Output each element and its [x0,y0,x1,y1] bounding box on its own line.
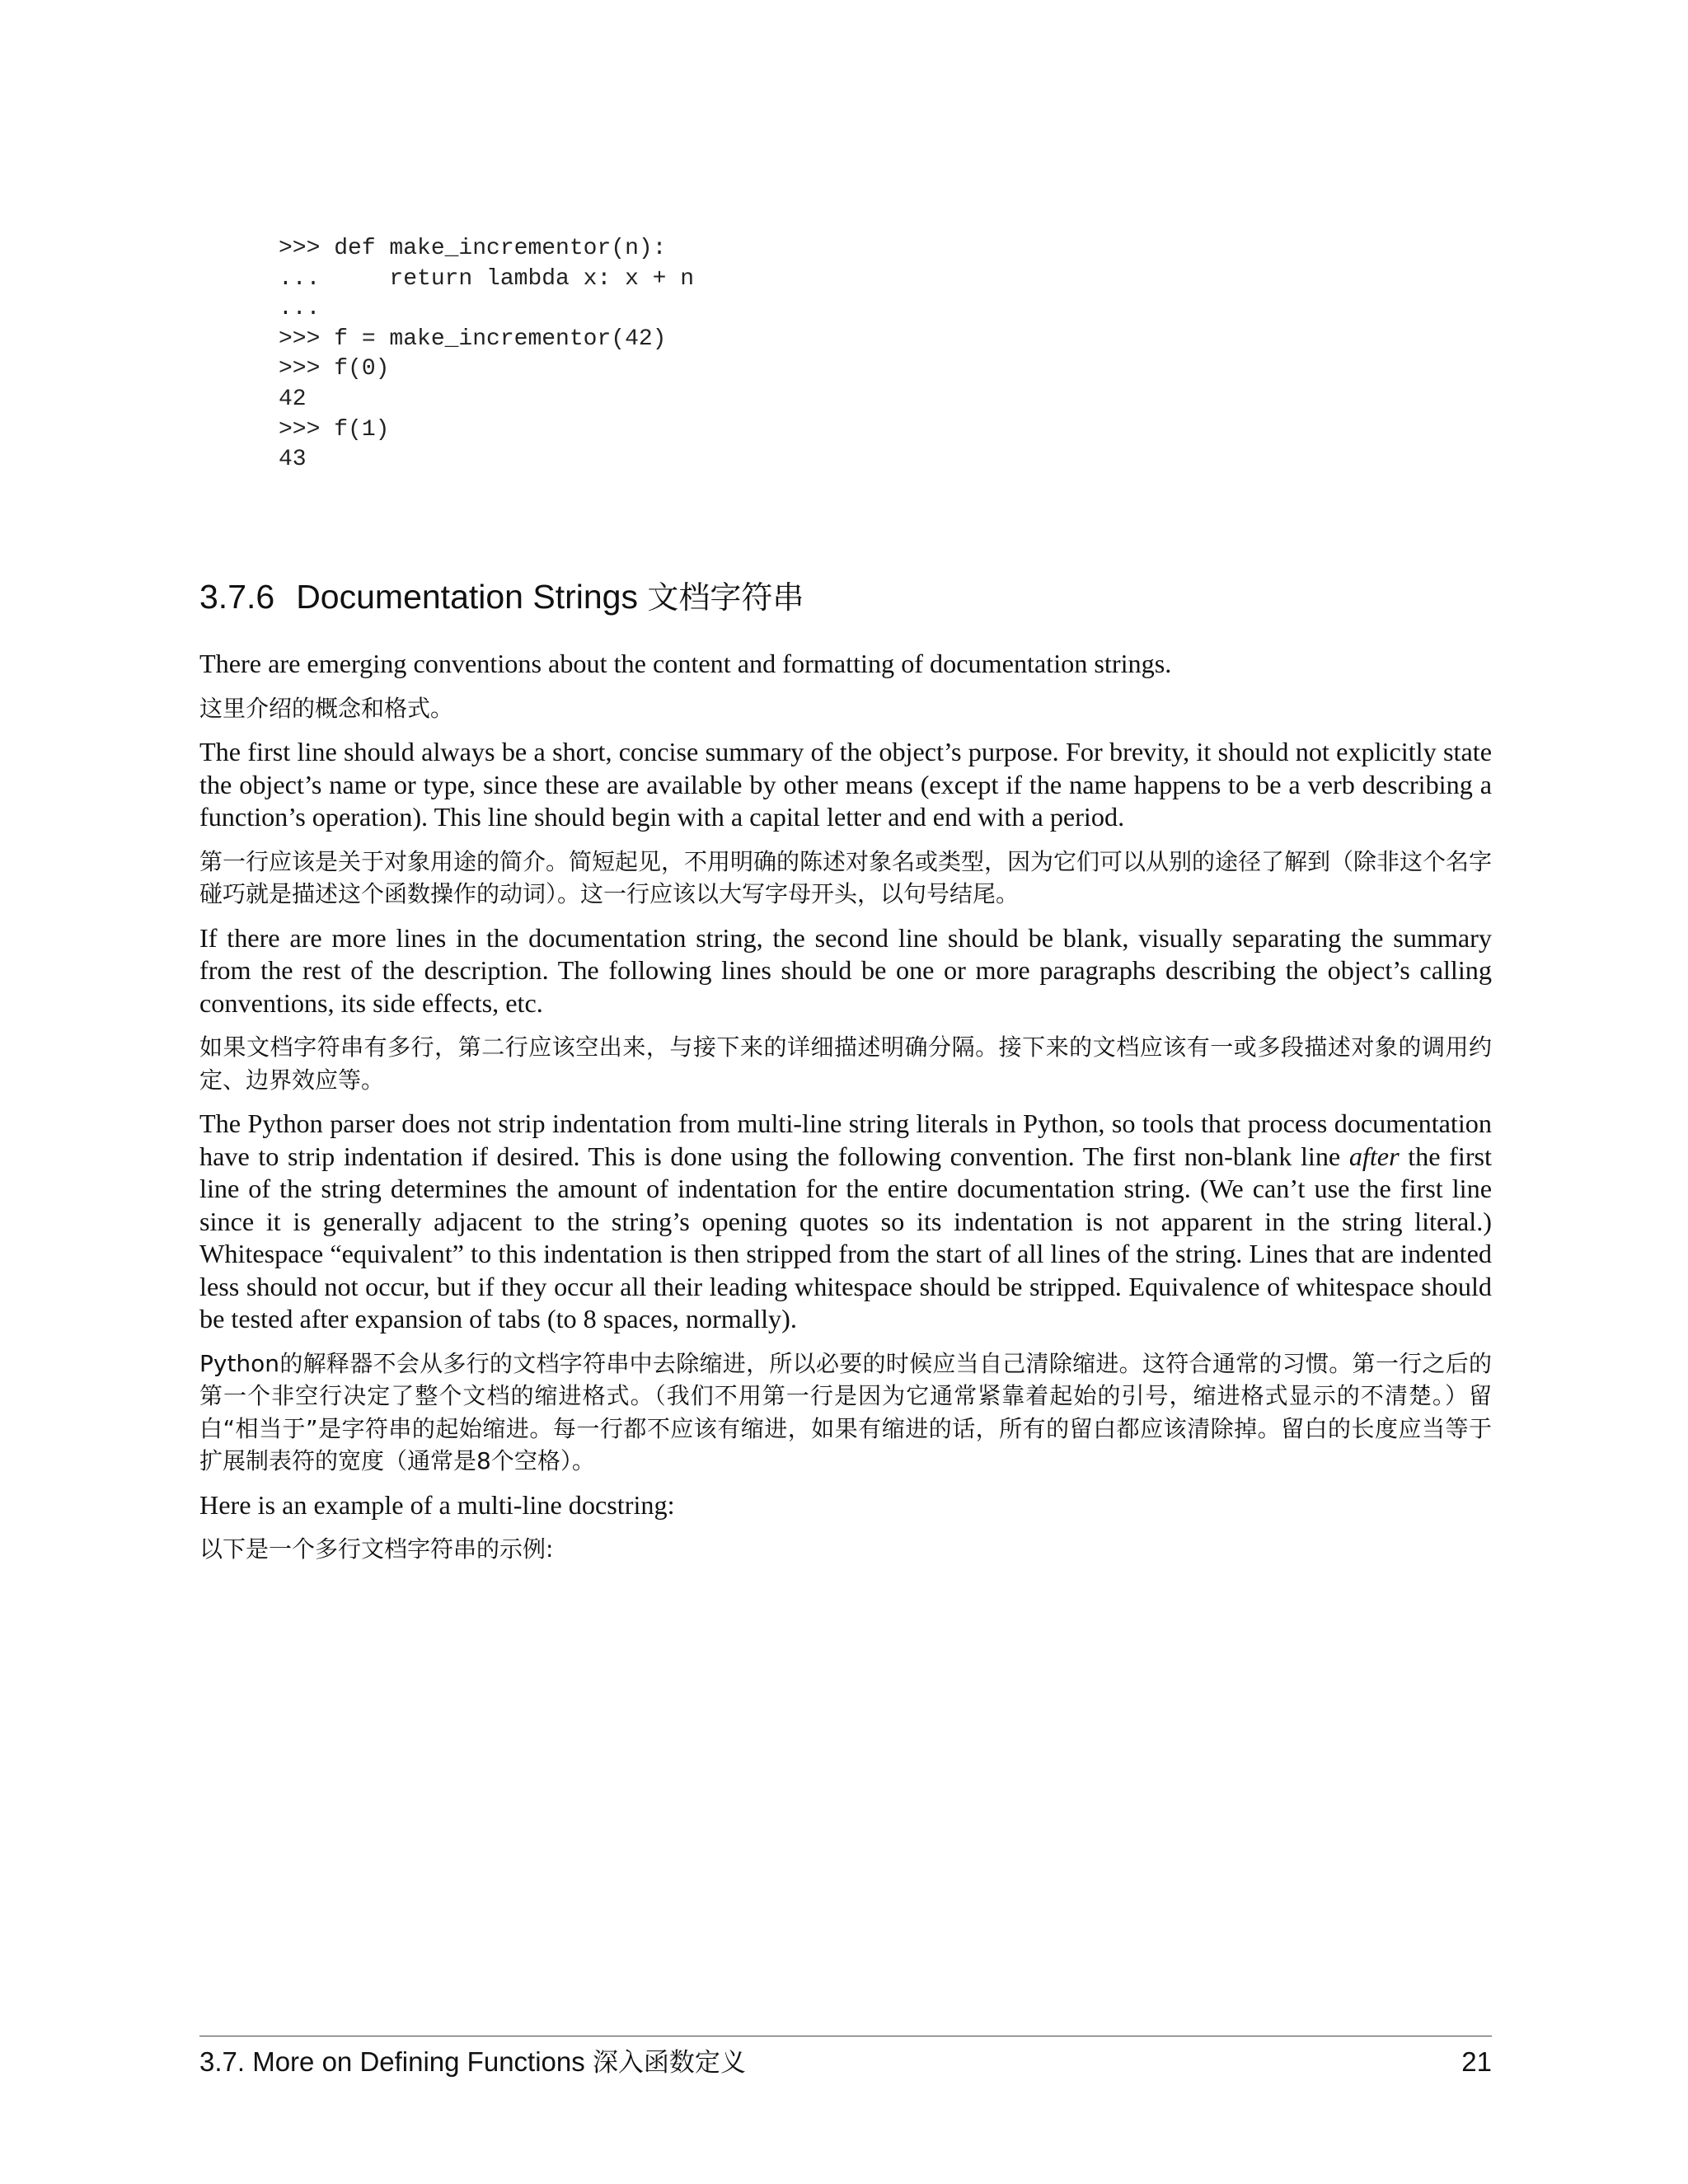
code-line: 42 [279,386,307,412]
code-line: >>> f = make_incrementor(42) [279,326,667,352]
emphasis-after: after [1348,1141,1400,1171]
paragraph-more-lines-zh: 如果文档字符串有多行，第二行应该空出来，与接下来的详细描述明确分隔。接下来的文档应该有一或多段描述对象的调用约定、边界效应等。 [199,1033,1492,1094]
paragraph-example-en: Here is an example of a multi-line docstring: [199,1489,675,1520]
footer-section-title: 3.7. More on Defining Functions [199,2046,585,2077]
section-body [199,648,1492,1577]
section-title-zh: 文档字符串 [647,579,804,616]
paragraph-indentation-en [199,1108,1492,1336]
section-title: Documentation Strings [296,578,638,616]
paragraph-intro-en: There are emerging conventions about the content and formatting of documentation strings. [199,649,1172,678]
paragraph-indentation-text-1: The Python parser does not strip indentation from multi-line string literals in Python, so tools that process documentation have to strip indentation if desired. This is done using the following convention. The first non-blank line [199,1108,1492,1171]
paragraph-indentation-text-2: the first line of the string determines the amount of indentation for the entire documentation string. (We can’t use the first line since it is generally adjacent to the string’s opening quotes so its indentation is not apparent in the string literal.) Whitespace “equivalent” to this indentation is then stripped from the start of all lines of the string. Lines that are indented less should not occur, but if they occur all their leading whitespace should be stripped. Equivalence of whitespace should be tested after expansion of tabs (to 8 spaces, normally). [199,1141,1493,1333]
paragraph-indentation-zh: Python的解释器不会从多行的文档字符串中去除缩进，所以必要的时候应当自己清除缩进。这符合通常的习惯。第一行之后的第一个非空行决定了整个文档的缩进格式。（我们不用第一行是因为它通常紧靠着起始的引号，缩进格式显示的不清楚。）留白“相当于”是字符串的起始缩进。每一行都不应该有缩进，如果有缩进的话，所有的留白都应该清除掉。留白的长度应当等于扩展制表符的宽度（通常是8个空格）。 [199,1349,1492,1474]
paragraph-intro-zh: 这里介绍的概念和格式。 [199,694,454,722]
section-number: 3.7.6 [199,578,275,616]
code-line: >>> f(0) [279,356,390,382]
paragraph-first-line-zh: 第一行应该是关于对象用途的简介。简短起见，不用明确的陈述对象名或类型，因为它们可以从别的途径了解到（除非这个名字碰巧就是描述这个函数操作的动词）。这一行应该以大写字母开头，以句号结尾。 [199,847,1493,907]
section-heading [199,574,804,621]
code-line: >>> def make_incrementor(n): [279,236,667,261]
footer-section-title-zh: 深入函数定义 [592,2048,746,2078]
paragraph-example-zh: 以下是一个多行文档字符串的示例: [199,1535,554,1563]
code-block [279,234,1515,476]
page-number: 21 [1461,2046,1492,2077]
code-line: >>> f(1) [279,416,390,443]
code-line: 43 [279,447,307,473]
paragraph-more-lines-en: If there are more lines in the documentation string, the second line should be blank, visually separating the summary from the rest of the description. The following lines should be one or more paragraphs describing the object’s calling conventions, its side effects, etc. [199,922,1492,1018]
paragraph-first-line-en: The first line should always be a short, concise summary of the object’s purpose. For brevity, it should not explicitly state the object’s name or type, since these are available by other means (except if the name happens to be a verb describing a function’s operation). This line should begin with a capital letter and end with a period. [199,737,1492,832]
code-line: ... [279,296,321,322]
footer-section-label [199,2044,746,2081]
code-line: ... return lambda x: x + n [279,265,695,292]
